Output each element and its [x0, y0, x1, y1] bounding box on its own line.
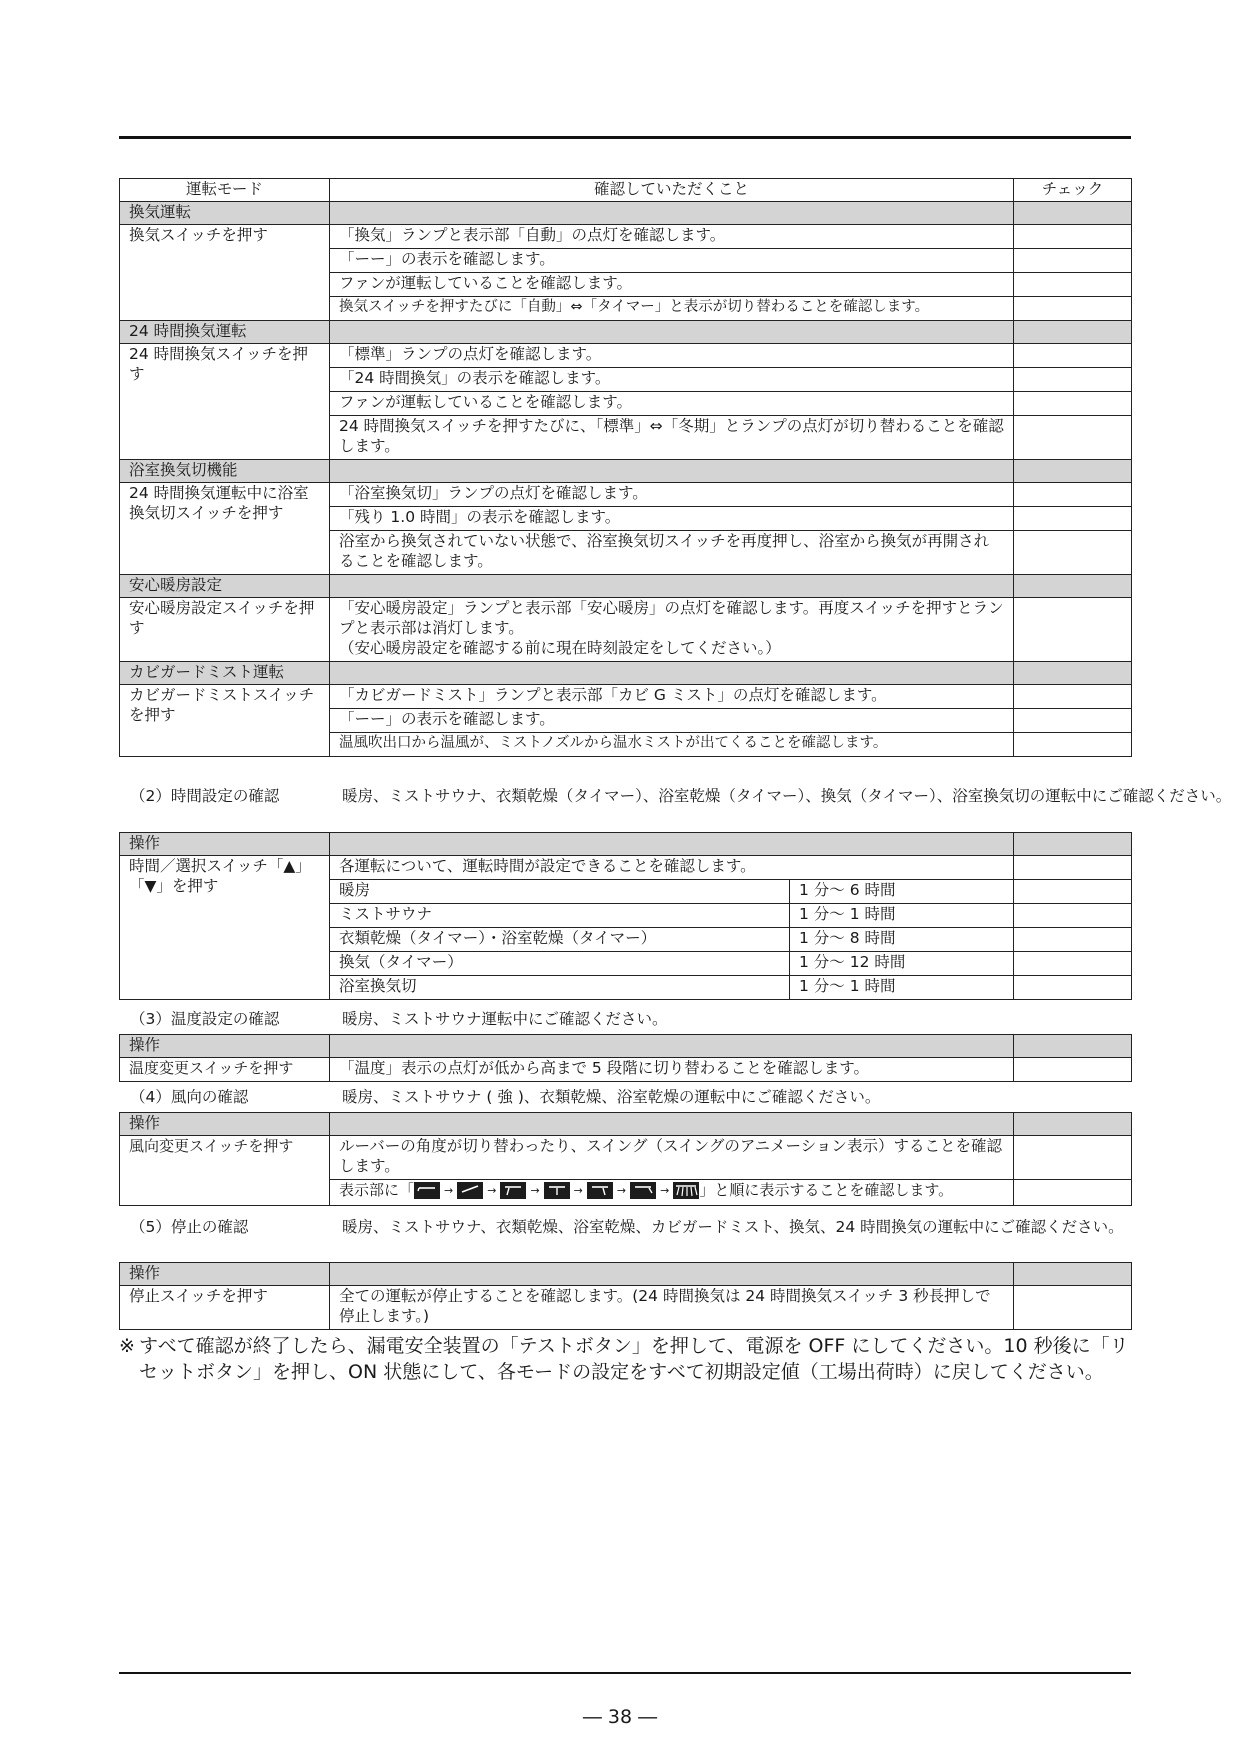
check-item: ルーバーの角度が切り替わったり、スイング（スイングのアニメーション表示）することを確認します。: [330, 1136, 1014, 1180]
section-title: 安心暖房設定: [120, 575, 330, 598]
section-header-row: [120, 833, 1132, 856]
check-item: 全ての運転が停止することを確認します。(24 時間換気は 24 時間換気スイッチ 3 秒長押しで停止します。): [330, 1286, 1014, 1330]
check-box-cell[interactable]: [1014, 1180, 1132, 1206]
operation-check-table: [119, 178, 1132, 757]
operation-label: 停止スイッチを押す: [120, 1286, 330, 1330]
check-box-cell[interactable]: [1014, 880, 1132, 904]
operation-label: カビガードミストスイッチを押す: [120, 685, 330, 757]
operation-label: 換気スイッチを押す: [120, 225, 330, 321]
operation-label: 時間／選択スイッチ「▲」「▼」を押す: [120, 856, 330, 1000]
temp-setting-table: [119, 1034, 1132, 1082]
table-header-row: [120, 179, 1132, 202]
operation-label: 温度変更スイッチを押す: [120, 1058, 330, 1082]
check-box-cell[interactable]: [1014, 249, 1132, 273]
check-box-cell[interactable]: [1014, 416, 1132, 460]
stop-check-table: [119, 1262, 1132, 1330]
louver-position-3-icon: [500, 1182, 526, 1199]
bottom-rule: [119, 1672, 1131, 1674]
operation-label: 24 時間換気スイッチを押す: [120, 344, 330, 460]
section-note: 暖房、ミストサウナ ( 強 )、衣類乾燥、浴室乾燥の運転中にご確認ください。: [342, 1088, 881, 1106]
check-box-cell[interactable]: [1014, 685, 1132, 709]
section-header-row: [120, 1113, 1132, 1136]
check-box-cell[interactable]: [1014, 1058, 1132, 1082]
check-item: 「残り 1.0 時間」の表示を確認します。: [330, 507, 1014, 531]
time-range: 1 分〜 1 時間: [790, 904, 1014, 928]
check-item: 「ーー」の表示を確認します。: [330, 709, 1014, 733]
section-label: （4）風向の確認: [130, 1088, 249, 1106]
check-item: 24 時間換気スイッチを押すたびに、「標準」⇔「冬期」とランプの点灯が切り替わることを確認します。: [330, 416, 1014, 460]
section-note: 暖房、ミストサウナ運転中にご確認ください。: [342, 1010, 668, 1028]
check-box-cell[interactable]: [1014, 507, 1132, 531]
table-row: [120, 483, 1132, 507]
section-title: 浴室換気切機能: [120, 460, 330, 483]
section-note: 暖房、ミストサウナ、衣類乾燥、浴室乾燥、カビガードミスト、換気、24 時間換気の運転中にご確認ください。: [342, 1218, 1124, 1236]
mode-name: 暖房: [330, 880, 790, 904]
op-header: 操作: [120, 833, 330, 856]
col-header-check: 確認していただくこと: [330, 179, 1014, 202]
check-box-cell[interactable]: [1014, 856, 1132, 880]
op-header: 操作: [120, 1263, 330, 1286]
section-label: （3）温度設定の確認: [130, 1010, 280, 1028]
section-header-row: [120, 202, 1132, 225]
check-item: ファンが運転していることを確認します。: [330, 392, 1014, 416]
check-item: 換気スイッチを押すたびに「自動」⇔「タイマー」と表示が切り替わることを確認します。: [330, 297, 1014, 321]
wind-direction-table: [119, 1112, 1132, 1206]
check-box-cell[interactable]: [1014, 273, 1132, 297]
check-box-cell[interactable]: [1014, 1286, 1132, 1330]
louver-swing-icon: [673, 1182, 699, 1199]
time-range: 1 分〜 12 時間: [790, 952, 1014, 976]
section-label: （2）時間設定の確認: [130, 787, 280, 805]
op-header: 操作: [120, 1035, 330, 1058]
section-title: 換気運転: [120, 202, 330, 225]
check-box-cell[interactable]: [1014, 368, 1132, 392]
louver-position-1-icon: [414, 1182, 440, 1199]
section-title: カビガードミスト運転: [120, 662, 330, 685]
check-box-cell[interactable]: [1014, 1136, 1132, 1180]
check-box-cell[interactable]: [1014, 297, 1132, 321]
footnote: [119, 1333, 1129, 1385]
check-item: 「標準」ランプの点灯を確認します。: [330, 344, 1014, 368]
check-item: 「ーー」の表示を確認します。: [330, 249, 1014, 273]
check-box-cell[interactable]: [1014, 531, 1132, 575]
check-box-cell[interactable]: [1014, 392, 1132, 416]
mode-name: 浴室換気切: [330, 976, 790, 1000]
time-range: 1 分〜 6 時間: [790, 880, 1014, 904]
col-header-checkbox: チェック: [1014, 179, 1132, 202]
section-header-row: [120, 321, 1132, 344]
time-range: 1 分〜 8 時間: [790, 928, 1014, 952]
table-row: [120, 1136, 1132, 1180]
table-row: [120, 685, 1132, 709]
section-header-row: [120, 1035, 1132, 1058]
col-header-mode: 運転モード: [120, 179, 330, 202]
check-box-cell[interactable]: [1014, 225, 1132, 249]
louver-position-5-icon: [587, 1182, 613, 1199]
check-box-cell[interactable]: [1014, 928, 1132, 952]
table-row: [120, 598, 1132, 662]
check-item: 浴室から換気されていない状態で、浴室換気切スイッチを再度押し、浴室から換気が再開されることを確認します。: [330, 531, 1014, 575]
table-row: [120, 1058, 1132, 1082]
check-box-cell[interactable]: [1014, 483, 1132, 507]
section-label: （5）停止の確認: [130, 1218, 249, 1236]
louver-position-2-icon: [457, 1182, 483, 1199]
top-rule: [119, 136, 1131, 139]
time-range: 1 分〜 1 時間: [790, 976, 1014, 1000]
footnote-mark: ※: [119, 1335, 135, 1357]
check-item: 各運転について、運転時間が設定できることを確認します。: [330, 856, 1014, 880]
mode-name: ミストサウナ: [330, 904, 790, 928]
table-row: [120, 225, 1132, 249]
table-row: [120, 856, 1132, 880]
mode-name: 換気（タイマー）: [330, 952, 790, 976]
operation-label: 安心暖房設定スイッチを押す: [120, 598, 330, 662]
check-item: 「24 時間換気」の表示を確認します。: [330, 368, 1014, 392]
section-header-row: [120, 1263, 1132, 1286]
section-note: 暖房、ミストサウナ、衣類乾燥（タイマー）、浴室乾燥（タイマー）、換気（タイマー）、浴室換気切の運転中にご確認ください。: [342, 787, 1232, 805]
section-header-row: [120, 575, 1132, 598]
check-box-cell[interactable]: [1014, 952, 1132, 976]
check-box-cell[interactable]: [1014, 344, 1132, 368]
operation-label: 風向変更スイッチを押す: [120, 1136, 330, 1206]
check-box-cell[interactable]: [1014, 904, 1132, 928]
section-header-row: [120, 662, 1132, 685]
section-header-row: [120, 460, 1132, 483]
section-title: 24 時間換気運転: [120, 321, 330, 344]
footnote-text: すべて確認が終了したら、漏電安全装置の「テストボタン」を押して、電源を OFF にしてください。10 秒後に「リセットボタン」を押し、ON 状態にして、各モードの設定をすべて初期設定値（工場出荷時）に戻してください。: [139, 1335, 1129, 1383]
op-header: 操作: [120, 1113, 330, 1136]
table-row: [120, 1286, 1132, 1330]
time-setting-table: [119, 832, 1132, 1000]
operation-label: 24 時間換気運転中に浴室換気切スイッチを押す: [120, 483, 330, 575]
mode-name: 衣類乾燥（タイマー）・浴室乾燥（タイマー）: [330, 928, 790, 952]
check-item: 温風吹出口から温風が、ミストノズルから温水ミストが出てくることを確認します。: [330, 733, 1014, 757]
louver-position-6-icon: [630, 1182, 656, 1199]
table-row: [120, 344, 1132, 368]
check-item: 「安心暖房設定」ランプと表示部「安心暖房」の点灯を確認します。再度スイッチを押すとランプと表示部は消灯します。 （安心暖房設定を確認する前に現在時刻設定をしてください。）: [330, 598, 1014, 662]
check-item: ファンが運転していることを確認します。: [330, 273, 1014, 297]
check-item: 「浴室換気切」ランプの点灯を確認します。: [330, 483, 1014, 507]
check-box-cell[interactable]: [1014, 976, 1132, 1000]
check-item: 「カビガードミスト」ランプと表示部「カビ G ミスト」の点灯を確認します。: [330, 685, 1014, 709]
louver-direction-sequence: → → → → → →: [414, 1181, 699, 1201]
check-item: 「温度」表示の点灯が低から高まで 5 段階に切り替わることを確認します。: [330, 1058, 1014, 1082]
page-number: ― 38 ―: [582, 1706, 658, 1728]
check-item: 表示部に「 → → → → → → 」と順に表示することを確認します。: [330, 1180, 1014, 1206]
check-box-cell[interactable]: [1014, 733, 1132, 757]
check-box-cell[interactable]: [1014, 598, 1132, 662]
check-box-cell[interactable]: [1014, 709, 1132, 733]
check-item: 「換気」ランプと表示部「自動」の点灯を確認します。: [330, 225, 1014, 249]
louver-position-4-icon: [544, 1182, 570, 1199]
